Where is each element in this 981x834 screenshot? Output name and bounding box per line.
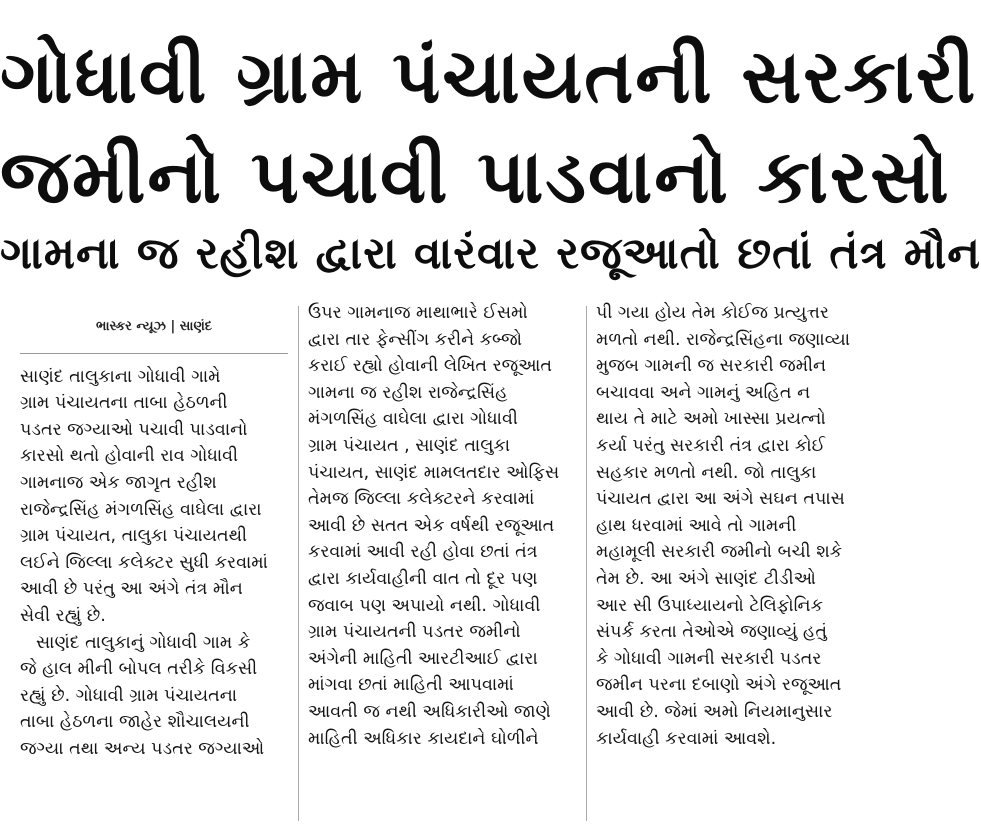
text-line: સેવી રહ્યું છે.	[20, 605, 106, 626]
text-line: સાણંદ તાલુકાના ગોધાવી ગામે	[20, 366, 221, 387]
text-line: તેમ છે. આ અંગે સાણંદ ટીડીઓ	[596, 568, 816, 589]
text-line: રાજેન્દ્રસિંહ મંગળસિંહ વાઘેલા દ્વારા	[20, 499, 262, 520]
text-line: ઉપર ગામનાજ માથાભારે ઈસમો	[308, 303, 528, 323]
text-line: ગ્રામ પંચાયત, તાલુકા પંચાયતથી	[20, 526, 248, 547]
text-line: કર્યા પરંતુ સરકારી તંત્ર દ્વારા કોઈ	[596, 435, 826, 456]
article-column-1	[20, 300, 288, 763]
text-line: આર સી ઉપાધ્યાયનો ટેલિફોનિક	[596, 595, 823, 616]
column-divider	[298, 306, 299, 821]
text-line: આવી છે સતત એક વર્ષથી રજૂઆત	[308, 515, 555, 536]
text-line: પંચાયત, સાણંદ મામલતદાર ઓફિસ	[308, 462, 560, 483]
text-line: રહ્યું છે. ગોધાવી ગ્રામ પંચાયતના	[20, 685, 238, 706]
text-line: પી ગયા હોય તેમ કોઈજ પ્રત્યુત્તર	[596, 303, 829, 323]
headline-line-1: ગોધાવી ગ્રામ પંચાયતની સરકારી	[0, 34, 978, 120]
text-line: આવી છે પરંતુ આ અંગે તંત્ર મૌન	[20, 579, 243, 600]
paragraph-1	[20, 364, 288, 630]
text-line: તાબા હેઠળના જાહેર શૌચાલયની	[20, 712, 250, 733]
text-line: મંગળસિંહ વાઘેલા દ્વારા ગોધાવી	[308, 409, 518, 430]
text-line: કે ગોધાવી ગામની સરકારી પડતર	[596, 648, 822, 669]
byline: ભાસ્કર ન્યૂઝ | સાણંદ	[95, 319, 213, 334]
text-line: થાય તે માટે અમો ખાસ્સા પ્રયત્નો	[596, 409, 826, 430]
text-line: મહામૂલી સરકારી જમીનો બચી શકે	[596, 542, 843, 563]
text-line: જવાબ પણ અપાયો નથી. ગોધાવી	[308, 595, 541, 616]
text-line: આવી છે. જેમાં અમો નિયમાનુસાર	[596, 701, 833, 722]
text-line: કરાઈ રહ્યો હોવાની લેખિત રજૂઆત	[308, 356, 553, 377]
text-line: ગામના જ રહીશ રાજેન્દ્રસિંહ	[308, 382, 508, 403]
text-line: કાર્યવાહી કરવામાં આવશે.	[596, 728, 777, 749]
text-line: ગ્રામ પંચાયતના તાબા હેઠળની	[20, 393, 228, 414]
text-line: જે હાલ મીની બોપલ તરીકે વિકસી	[20, 659, 258, 680]
text-line: દ્વારા કાર્યવાહીની વાત તો દૂર પણ	[308, 568, 538, 589]
text-line: આવતી જ નથી અધિકારીઓ જાણે	[308, 701, 551, 722]
text-line: જમીન પરના દબાણો અંગે રજૂઆત	[596, 675, 842, 696]
text-line: અંગેની માહિતી આરટીઆઈ દ્વારા	[308, 648, 538, 669]
text-line: મુજબ ગામની જ સરકારી જમીન	[596, 356, 827, 377]
text-line: સહકાર મળતો નથી. જો તાલુકા	[596, 462, 817, 483]
text-line: લઈને જિલ્લા કલેક્ટર સુધી કરવામાં	[20, 552, 268, 573]
byline-divider	[20, 353, 288, 354]
subheadline: ગામના જ રહીશ દ્વારા વારંવાર રજૂઆતો છતાં તંત્ર મૌન	[0, 228, 981, 279]
text-line: તેમજ જિલ્લા કલેક્ટરને કરવામાં	[308, 489, 535, 510]
text-line: મળતો નથી. રાજેન્દ્રસિંહના જણાવ્યા	[596, 329, 851, 350]
text-line: માહિતી અધિકાર કાયદાને ઘોળીને	[308, 728, 539, 749]
paragraph-2	[20, 630, 288, 763]
text-line: જગ્યા તથા અન્ય પડતર જગ્યાઓ	[20, 738, 265, 759]
article-column-3	[596, 300, 864, 752]
text-line: કારસો થતો હોવાની રાવ ગોધાવી	[20, 446, 239, 467]
text-line: પંચાયત દ્વારા આ અંગે સઘન તપાસ	[596, 489, 845, 510]
text-line: ગ્રામ પંચાયતની પડતર જમીનો	[308, 622, 521, 643]
text-line: ગામનાજ એક જાગૃત રહીશ	[20, 472, 217, 493]
text-line: માંગવા છતાં માહિતી આપવામાં	[308, 675, 514, 696]
article-column-2	[308, 300, 576, 752]
text-line: બચાવવા અને ગામનું અહિત ન	[596, 382, 811, 403]
headline-line-2: જમીનો પચાવી પાડવાનો કારસો	[0, 134, 951, 220]
text-line: ગ્રામ પંચાયત , સાણંદ તાલુકા	[308, 435, 511, 456]
text-line: હાથ ધરવામાં આવે તો ગામની	[596, 515, 797, 536]
text-line: સંપર્ક કરતા તેઓએ જણાવ્યું હતું	[596, 622, 827, 643]
text-line: પડતર જગ્યાઓ પચાવી પાડવાનો	[20, 419, 248, 440]
text-line: સાણંદ તાલુકાનું ગોધાવી ગામ કે	[36, 632, 251, 653]
column-divider	[586, 306, 587, 821]
text-line: દ્વારા તાર ફેન્સીંગ કરીને કબ્જો	[308, 329, 523, 350]
text-line: કરવામાં આવી રહી હોવા છતાં તંત્ર	[308, 542, 538, 563]
